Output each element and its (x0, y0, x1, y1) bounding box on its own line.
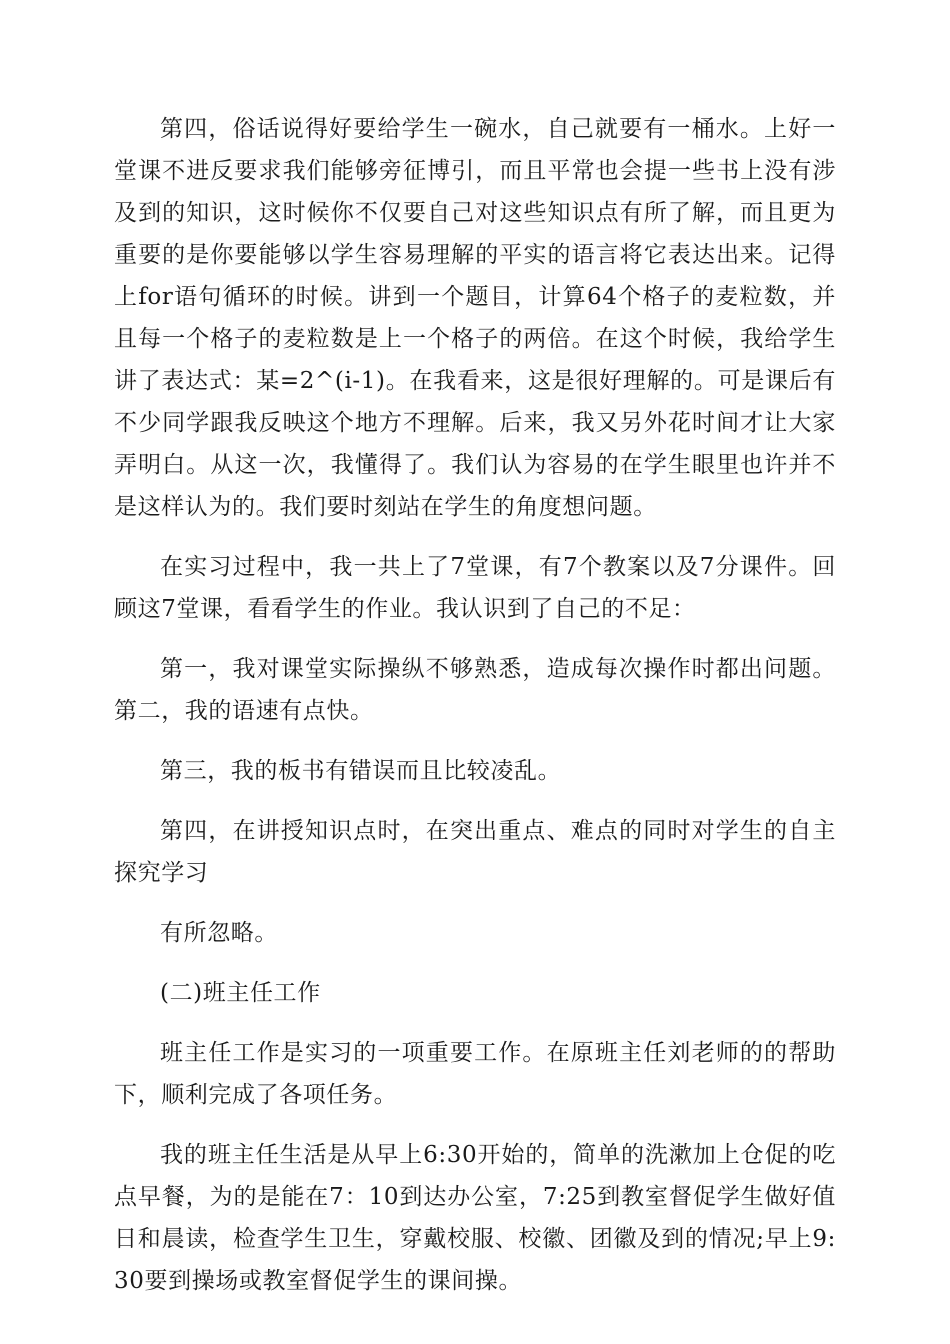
paragraph-shortcoming-three: 第三，我的板书有错误而且比较凌乱。 (160, 758, 562, 784)
paragraph-shortcoming-four: 第四，在讲授知识点时，在突出重点、难点的同时对学生的自主探究学习 (114, 818, 836, 886)
paragraph-shortcoming-one-two: 第一，我对课堂实际操纵不够熟悉，造成每次操作时都出问题。第二，我的语速有点快。 (114, 656, 836, 724)
paragraph-daily-routine: 我的班主任生活是从早上6:30开始的，简单的洗漱加上仓促的吃点早餐，为的是能在7：10到达办公室，7:25到教室督促学生做好值日和晨读，检查学生卫生，穿戴校服、校徽、团徽及到的情况;早上9:30要到操场或教室督促学生的课间操。 (114, 1142, 836, 1294)
paragraph-class-teacher-intro: 班主任工作是实习的一项重要工作。在原班主任刘老师的的帮助下，顺利完成了各项任务。 (114, 1040, 836, 1108)
document-body (114, 108, 836, 1320)
paragraph-internship-summary: 在实习过程中，我一共上了7堂课，有7个教案以及7分课件。回顾这7堂课，看看学生的作业。我认识到了自己的不足： (114, 554, 836, 622)
paragraph-shortcoming-four-continued: 有所忽略。 (160, 920, 278, 946)
section-heading-class-teacher-work: (二)班主任工作 (160, 980, 321, 1006)
paragraph-teaching-reflection: 第四，俗话说得好要给学生一碗水，自己就要有一桶水。上好一堂课不进反要求我们能够旁征博引，而且平常也会提一些书上没有涉及到的知识，这时候你不仅要自己对这些知识点有所了解，而且更为重要的是你要能够以学生容易理解的平实的语言将它表达出来。记得上for语句循环的时候。讲到一个题目，计算64个格子的麦粒数，并且每一个格子的麦粒数是上一个格子的两倍。在这个时候，我给学生讲了表达式：某=2^(i-1)。在我看来，这是很好理解的。可是课后有不少同学跟我反映这个地方不理解。后来，我又另外花时间才让大家弄明白。从这一次，我懂得了。我们认为容易的在学生眼里也许并不是这样认为的。我们要时刻站在学生的角度想问题。 (114, 116, 836, 520)
